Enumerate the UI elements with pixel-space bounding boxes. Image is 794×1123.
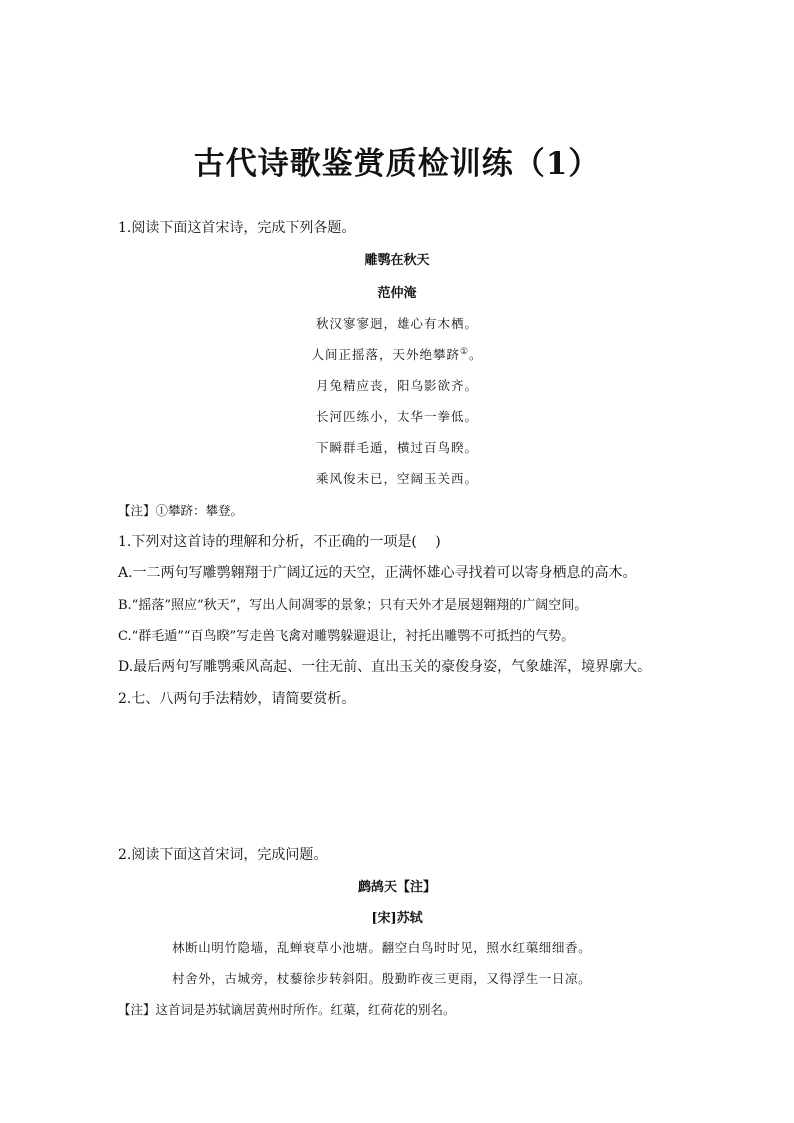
option-c: C.“群毛遁”“百鸟睽”写走兽飞禽对雕鹗躲避退让，衬托出雕鹗不可抵挡的气势。 [118, 629, 575, 644]
poem-2-line: 村舍外，古城旁，杖藜徐步转斜阳。殷勤昨夜三更雨，又得浮生一日凉。 [172, 971, 592, 986]
poem-1-title: 雕鹗在秋天 [364, 253, 430, 268]
option-a: A.一二两句写雕鹗翱翔于广阔辽远的天空，正满怀雄心寻找着可以寄身栖息的高木。 [118, 565, 637, 581]
poem-2-line: 林断山明竹隐墙，乱蝉衰草小池塘。翻空白鸟时时见，照水红蕖细细香。 [172, 940, 592, 955]
poem-2-author: [宋]苏轼 [371, 911, 423, 926]
page-title: 古代诗歌鉴赏质检训练（1） [193, 146, 601, 182]
poem-2-note: 【注】这首词是苏轼谪居黄州时所作。红蕖，红荷花的别名。 [118, 1002, 456, 1017]
poem-1-line-text: 人间正摇落，天外绝攀跻 [311, 347, 460, 362]
question-2-intro: 2.阅读下面这首宋词，完成问题。 [118, 847, 328, 863]
poem-1-line: 乘风俊未已，空阔玉关西。 [315, 471, 478, 486]
sub-question-1: 1.下列对这首诗的理解和分析，不正确的一项是( ) [118, 534, 441, 550]
poem-1-line: 下瞬群毛遁，横过百鸟睽。 [315, 440, 478, 455]
poem-1-note: 【注】①攀跻：攀登。 [118, 503, 244, 518]
sub-question-2: 2.七、八两句手法精妙，请简要赏析。 [118, 691, 356, 707]
poem-1-line: 秋汉寥寥迥，雄心有木栖。 [315, 316, 478, 331]
poem-1-line: 月兔精应丧，阳乌影欲齐。 [315, 378, 478, 393]
poem-1-line: 长河匹练小，太华一拳低。 [315, 409, 478, 424]
footnote-marker: ① [459, 346, 470, 357]
poem-1-author: 范仲淹 [377, 286, 417, 301]
poem-1-line [0, 345, 794, 363]
question-1-intro: 1.阅读下面这首宋诗，完成下列各题。 [118, 220, 356, 236]
poem-1-line-end: 。 [469, 347, 483, 362]
option-b: B.“摇落”照应“秋天”，写出人间凋零的景象；只有天外才是展翅翱翔的广阔空间。 [118, 598, 588, 613]
poem-2-title: 鹧鸪天【注】 [357, 880, 436, 895]
option-d: D.最后两句写雕鹗乘风高起、一往无前、直出玉关的豪俊身姿，气象雄浑，境界廓大。 [118, 659, 652, 675]
